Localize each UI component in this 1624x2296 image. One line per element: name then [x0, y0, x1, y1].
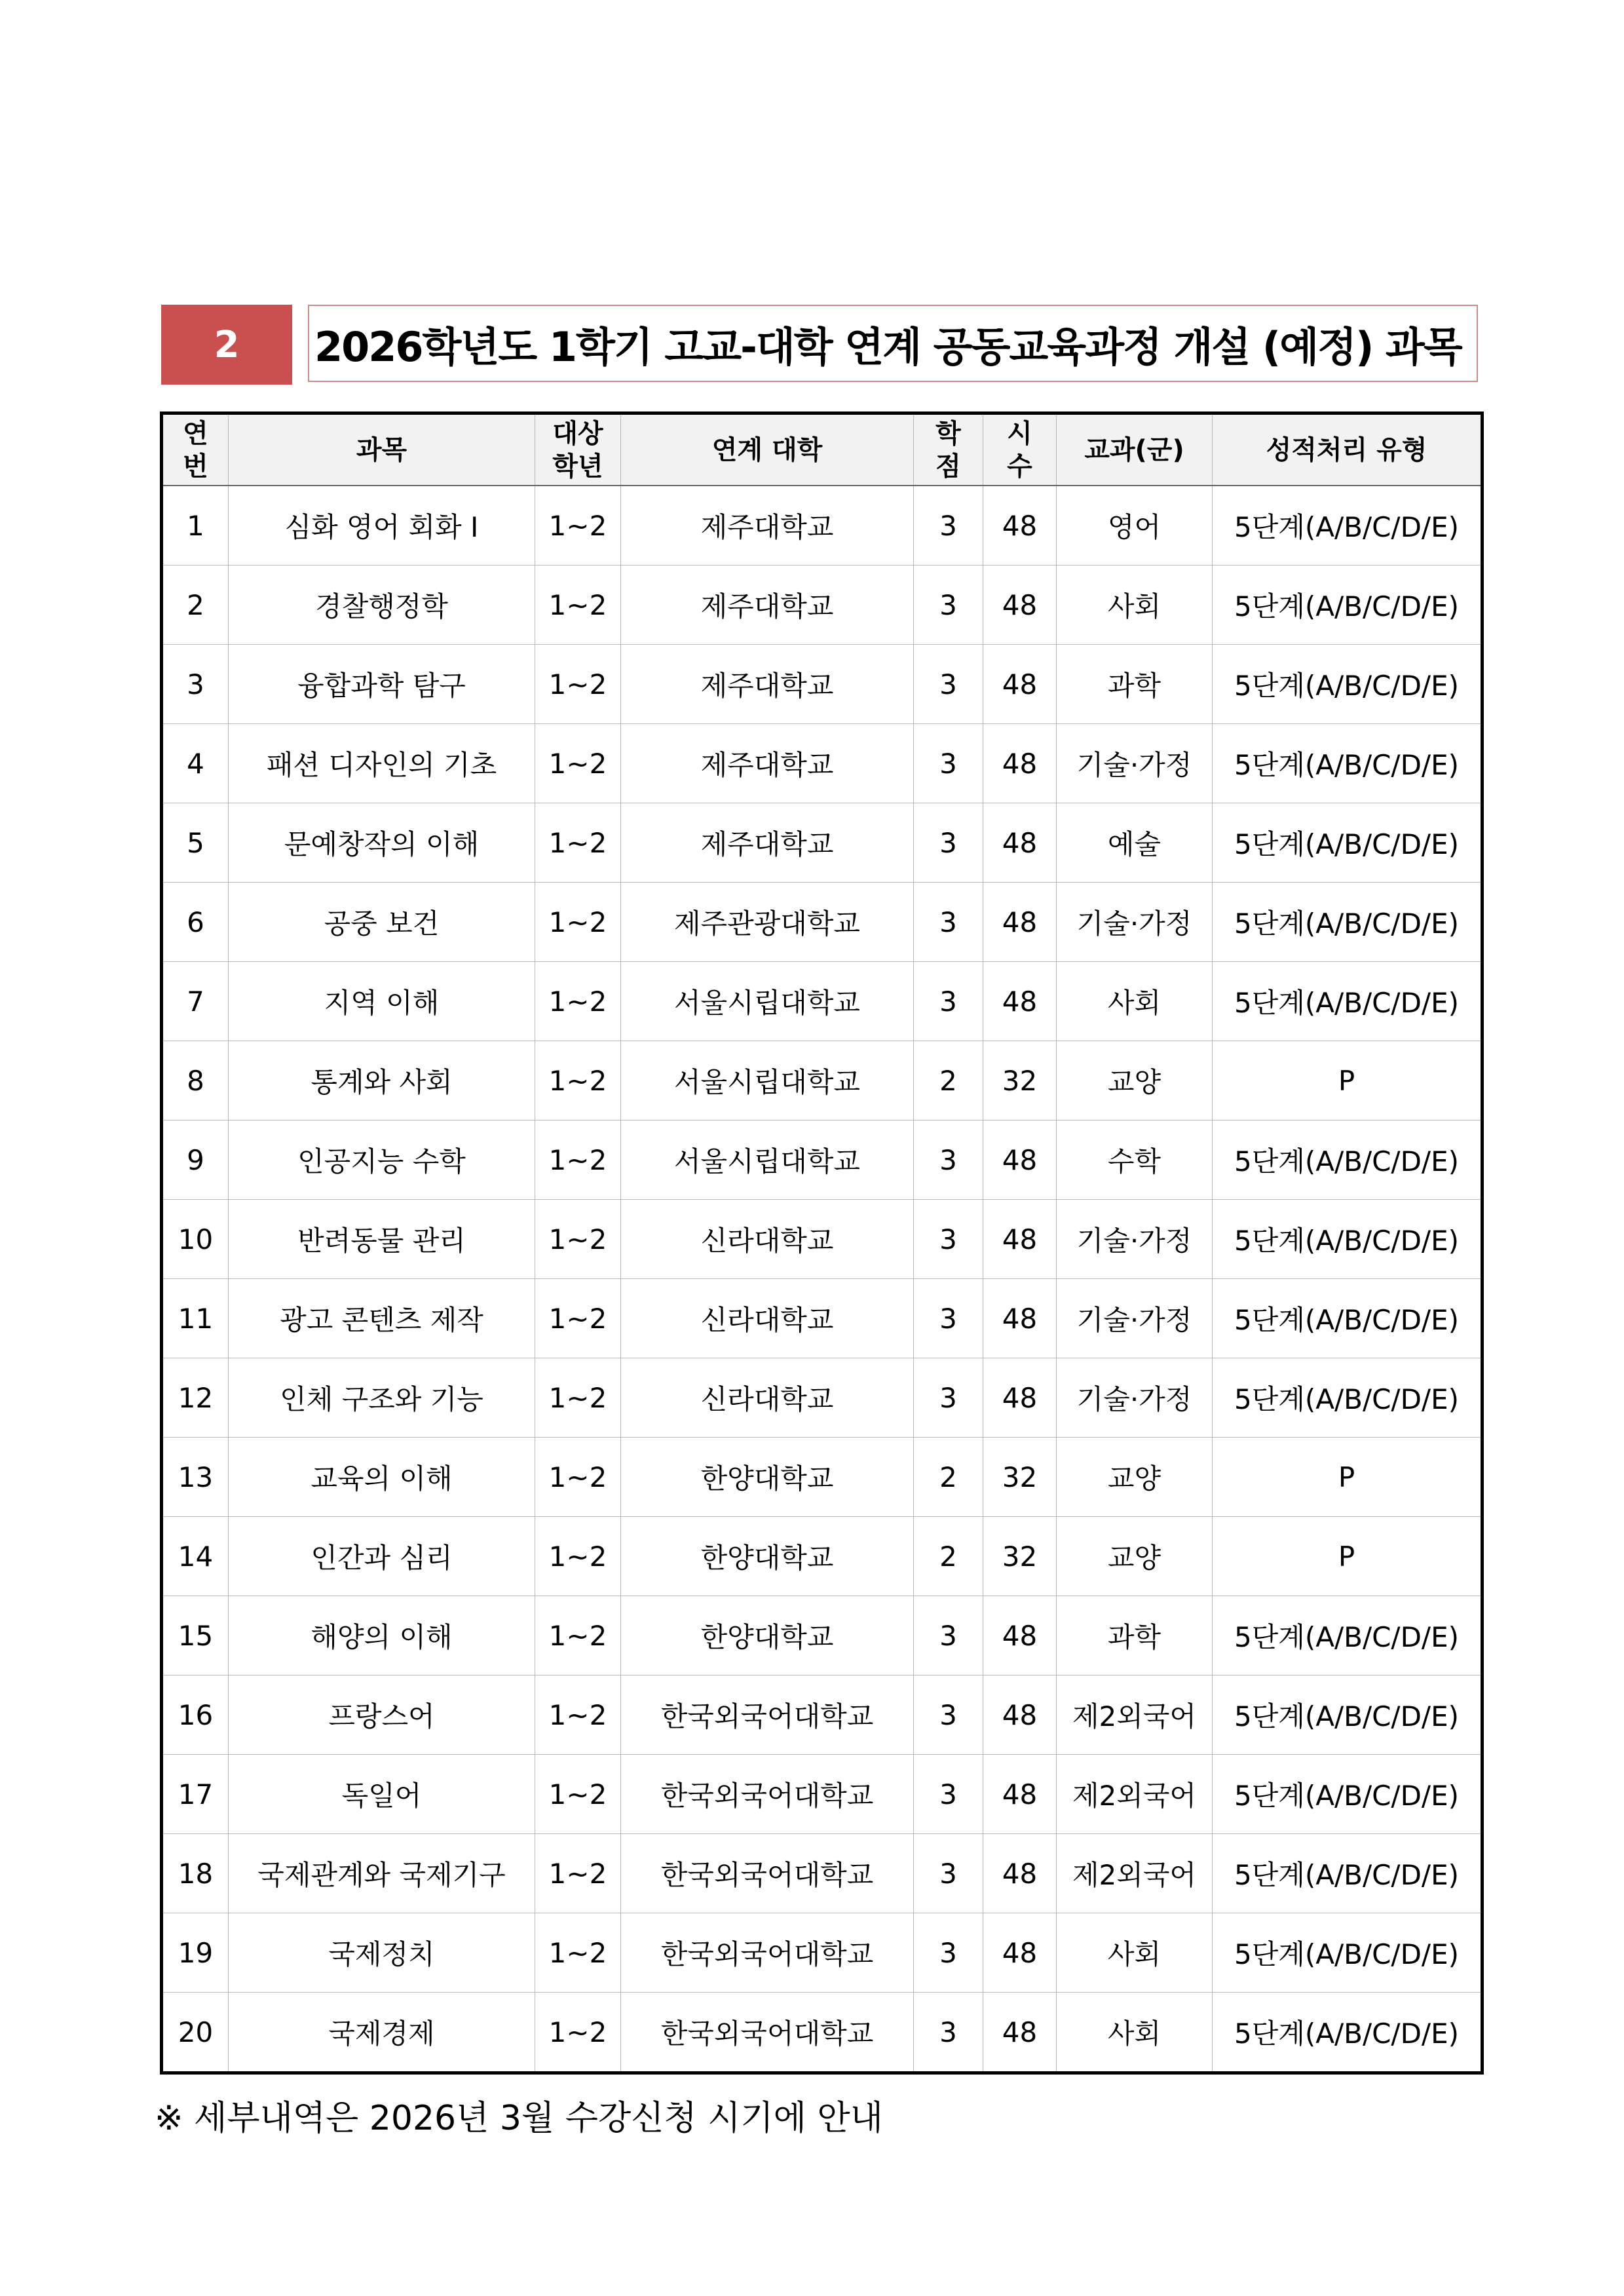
cell-course: 융합과학 탐구	[229, 645, 535, 724]
cell-grade: 1~2	[535, 1755, 621, 1834]
cell-credit: 3	[914, 1200, 983, 1279]
cell-hours: 48	[983, 1834, 1057, 1913]
cell-credit: 3	[914, 1675, 983, 1755]
cell-grade: 1~2	[535, 1120, 621, 1200]
cell-subject: 과학	[1057, 645, 1213, 724]
cell-hours: 48	[983, 962, 1057, 1041]
cell-hours: 48	[983, 1200, 1057, 1279]
cell-hours: 48	[983, 1596, 1057, 1675]
table-header-row	[162, 413, 1482, 486]
cell-grading: 5단계(A/B/C/D/E)	[1213, 1913, 1482, 1993]
cell-univ: 신라대학교	[621, 1279, 914, 1358]
table-row	[162, 1755, 1482, 1834]
cell-course: 인체 구조와 기능	[229, 1358, 535, 1438]
table-row	[162, 486, 1482, 565]
cell-grading: 5단계(A/B/C/D/E)	[1213, 645, 1482, 724]
cell-grade: 1~2	[535, 803, 621, 883]
cell-grading: 5단계(A/B/C/D/E)	[1213, 1200, 1482, 1279]
cell-grade: 1~2	[535, 1517, 621, 1596]
cell-grading: 5단계(A/B/C/D/E)	[1213, 1279, 1482, 1358]
cell-subject: 사회	[1057, 962, 1213, 1041]
table-row	[162, 565, 1482, 645]
cell-course: 광고 콘텐츠 제작	[229, 1279, 535, 1358]
header-no: 연 번	[162, 413, 229, 486]
cell-hours: 48	[983, 724, 1057, 803]
header-grade: 대상 학년	[535, 413, 621, 486]
cell-grade: 1~2	[535, 1913, 621, 1993]
cell-grading: P	[1213, 1041, 1482, 1120]
section-number-badge: 2	[161, 305, 292, 385]
cell-no: 5	[162, 803, 229, 883]
cell-subject: 기술·가정	[1057, 1279, 1213, 1358]
cell-univ: 서울시립대학교	[621, 1041, 914, 1120]
cell-credit: 2	[914, 1041, 983, 1120]
table-row	[162, 1279, 1482, 1358]
cell-no: 15	[162, 1596, 229, 1675]
cell-course: 심화 영어 회화 Ⅰ	[229, 486, 535, 565]
table-row	[162, 803, 1482, 883]
cell-subject: 사회	[1057, 1993, 1213, 2073]
cell-grading: 5단계(A/B/C/D/E)	[1213, 803, 1482, 883]
cell-univ: 한양대학교	[621, 1517, 914, 1596]
cell-no: 10	[162, 1200, 229, 1279]
cell-grading: 5단계(A/B/C/D/E)	[1213, 724, 1482, 803]
cell-course: 프랑스어	[229, 1675, 535, 1755]
cell-grade: 1~2	[535, 1200, 621, 1279]
cell-univ: 한양대학교	[621, 1596, 914, 1675]
cell-no: 11	[162, 1279, 229, 1358]
cell-univ: 제주대학교	[621, 565, 914, 645]
cell-no: 17	[162, 1755, 229, 1834]
cell-no: 7	[162, 962, 229, 1041]
cell-grading: 5단계(A/B/C/D/E)	[1213, 1358, 1482, 1438]
cell-no: 14	[162, 1517, 229, 1596]
cell-grade: 1~2	[535, 1438, 621, 1517]
cell-grading: 5단계(A/B/C/D/E)	[1213, 1596, 1482, 1675]
cell-credit: 3	[914, 1596, 983, 1675]
cell-univ: 제주대학교	[621, 486, 914, 565]
cell-grading: P	[1213, 1438, 1482, 1517]
cell-grade: 1~2	[535, 1041, 621, 1120]
cell-no: 6	[162, 883, 229, 962]
cell-credit: 3	[914, 962, 983, 1041]
cell-credit: 3	[914, 1358, 983, 1438]
cell-no: 12	[162, 1358, 229, 1438]
header-univ: 연계 대학	[621, 413, 914, 486]
cell-subject: 제2외국어	[1057, 1834, 1213, 1913]
cell-course: 교육의 이해	[229, 1438, 535, 1517]
cell-univ: 신라대학교	[621, 1200, 914, 1279]
cell-course: 통계와 사회	[229, 1041, 535, 1120]
cell-no: 20	[162, 1993, 229, 2073]
cell-course: 국제관계와 국제기구	[229, 1834, 535, 1913]
cell-grade: 1~2	[535, 645, 621, 724]
cell-hours: 48	[983, 1755, 1057, 1834]
cell-credit: 3	[914, 724, 983, 803]
cell-course: 독일어	[229, 1755, 535, 1834]
cell-univ: 제주대학교	[621, 803, 914, 883]
cell-subject: 제2외국어	[1057, 1675, 1213, 1755]
table-row	[162, 962, 1482, 1041]
cell-subject: 교양	[1057, 1041, 1213, 1120]
header-course: 과목	[229, 413, 535, 486]
cell-no: 9	[162, 1120, 229, 1200]
cell-hours: 48	[983, 565, 1057, 645]
cell-course: 인공지능 수학	[229, 1120, 535, 1200]
cell-no: 18	[162, 1834, 229, 1913]
cell-grading: 5단계(A/B/C/D/E)	[1213, 1675, 1482, 1755]
cell-credit: 3	[914, 1755, 983, 1834]
table-row	[162, 1675, 1482, 1755]
cell-subject: 기술·가정	[1057, 883, 1213, 962]
table-row	[162, 1358, 1482, 1438]
cell-credit: 3	[914, 803, 983, 883]
cell-grade: 1~2	[535, 1358, 621, 1438]
course-table	[160, 411, 1484, 2075]
cell-univ: 제주관광대학교	[621, 883, 914, 962]
header-hours: 시 수	[983, 413, 1057, 486]
cell-no: 16	[162, 1675, 229, 1755]
table-row	[162, 1993, 1482, 2073]
cell-grading: P	[1213, 1517, 1482, 1596]
cell-hours: 48	[983, 883, 1057, 962]
cell-no: 19	[162, 1913, 229, 1993]
cell-grade: 1~2	[535, 724, 621, 803]
footnote: ※ 세부내역은 2026년 3월 수강신청 시기에 안내	[155, 2099, 883, 2138]
cell-credit: 3	[914, 1913, 983, 1993]
cell-univ: 한국외국어대학교	[621, 1913, 914, 1993]
cell-univ: 한국외국어대학교	[621, 1993, 914, 2073]
cell-grade: 1~2	[535, 1675, 621, 1755]
table-row	[162, 1913, 1482, 1993]
header-subject: 교과(군)	[1057, 413, 1213, 486]
cell-hours: 48	[983, 1675, 1057, 1755]
cell-course: 국제경제	[229, 1993, 535, 2073]
cell-univ: 신라대학교	[621, 1358, 914, 1438]
cell-credit: 3	[914, 1120, 983, 1200]
cell-no: 2	[162, 565, 229, 645]
table-row	[162, 883, 1482, 962]
cell-univ: 한국외국어대학교	[621, 1675, 914, 1755]
section-title: 2026학년도 1학기 고교-대학 연계 공동교육과정 개설 (예정) 과목	[308, 305, 1478, 382]
cell-course: 패션 디자인의 기초	[229, 724, 535, 803]
table-row	[162, 1041, 1482, 1120]
cell-grade: 1~2	[535, 883, 621, 962]
cell-hours: 48	[983, 1279, 1057, 1358]
cell-hours: 48	[983, 1993, 1057, 2073]
cell-course: 국제정치	[229, 1913, 535, 1993]
cell-hours: 48	[983, 1913, 1057, 1993]
cell-grade: 1~2	[535, 962, 621, 1041]
cell-grade: 1~2	[535, 1279, 621, 1358]
cell-hours: 32	[983, 1041, 1057, 1120]
cell-subject: 기술·가정	[1057, 724, 1213, 803]
cell-grade: 1~2	[535, 1993, 621, 2073]
table-row	[162, 1200, 1482, 1279]
cell-grade: 1~2	[535, 1596, 621, 1675]
cell-grade: 1~2	[535, 486, 621, 565]
cell-course: 지역 이해	[229, 962, 535, 1041]
cell-subject: 영어	[1057, 486, 1213, 565]
cell-grading: 5단계(A/B/C/D/E)	[1213, 1993, 1482, 2073]
cell-course: 반려동물 관리	[229, 1200, 535, 1279]
cell-subject: 교양	[1057, 1517, 1213, 1596]
cell-no: 8	[162, 1041, 229, 1120]
cell-hours: 48	[983, 803, 1057, 883]
cell-grading: 5단계(A/B/C/D/E)	[1213, 486, 1482, 565]
cell-credit: 3	[914, 1834, 983, 1913]
cell-course: 경찰행정학	[229, 565, 535, 645]
table-row	[162, 1517, 1482, 1596]
cell-grading: 5단계(A/B/C/D/E)	[1213, 962, 1482, 1041]
cell-grading: 5단계(A/B/C/D/E)	[1213, 883, 1482, 962]
cell-grading: 5단계(A/B/C/D/E)	[1213, 1755, 1482, 1834]
cell-subject: 기술·가정	[1057, 1200, 1213, 1279]
cell-univ: 한양대학교	[621, 1438, 914, 1517]
table-row	[162, 1120, 1482, 1200]
cell-course: 문예창작의 이해	[229, 803, 535, 883]
cell-univ: 서울시립대학교	[621, 1120, 914, 1200]
table-row	[162, 1596, 1482, 1675]
cell-credit: 3	[914, 1993, 983, 2073]
cell-credit: 3	[914, 1279, 983, 1358]
cell-subject: 제2외국어	[1057, 1755, 1213, 1834]
cell-hours: 32	[983, 1517, 1057, 1596]
cell-credit: 3	[914, 486, 983, 565]
cell-credit: 2	[914, 1438, 983, 1517]
cell-subject: 수학	[1057, 1120, 1213, 1200]
cell-credit: 3	[914, 645, 983, 724]
cell-course: 공중 보건	[229, 883, 535, 962]
cell-hours: 32	[983, 1438, 1057, 1517]
cell-grading: 5단계(A/B/C/D/E)	[1213, 565, 1482, 645]
table-row	[162, 1834, 1482, 1913]
table-row	[162, 724, 1482, 803]
cell-subject: 교양	[1057, 1438, 1213, 1517]
cell-univ: 한국외국어대학교	[621, 1755, 914, 1834]
cell-credit: 3	[914, 565, 983, 645]
cell-grade: 1~2	[535, 565, 621, 645]
cell-no: 3	[162, 645, 229, 724]
cell-grading: 5단계(A/B/C/D/E)	[1213, 1120, 1482, 1200]
cell-hours: 48	[983, 1358, 1057, 1438]
cell-credit: 2	[914, 1517, 983, 1596]
cell-univ: 제주대학교	[621, 645, 914, 724]
cell-grade: 1~2	[535, 1834, 621, 1913]
table-row	[162, 645, 1482, 724]
cell-subject: 기술·가정	[1057, 1358, 1213, 1438]
section-header	[161, 305, 1479, 385]
table-row	[162, 1438, 1482, 1517]
cell-course: 해양의 이해	[229, 1596, 535, 1675]
cell-no: 1	[162, 486, 229, 565]
cell-course: 인간과 심리	[229, 1517, 535, 1596]
cell-credit: 3	[914, 883, 983, 962]
cell-subject: 과학	[1057, 1596, 1213, 1675]
cell-no: 4	[162, 724, 229, 803]
cell-subject: 사회	[1057, 565, 1213, 645]
cell-univ: 제주대학교	[621, 724, 914, 803]
cell-no: 13	[162, 1438, 229, 1517]
header-credit: 학 점	[914, 413, 983, 486]
cell-hours: 48	[983, 1120, 1057, 1200]
cell-univ: 서울시립대학교	[621, 962, 914, 1041]
cell-subject: 예술	[1057, 803, 1213, 883]
cell-univ: 한국외국어대학교	[621, 1834, 914, 1913]
cell-subject: 사회	[1057, 1913, 1213, 1993]
header-grading: 성적처리 유형	[1213, 413, 1482, 486]
cell-grading: 5단계(A/B/C/D/E)	[1213, 1834, 1482, 1913]
cell-hours: 48	[983, 645, 1057, 724]
cell-hours: 48	[983, 486, 1057, 565]
